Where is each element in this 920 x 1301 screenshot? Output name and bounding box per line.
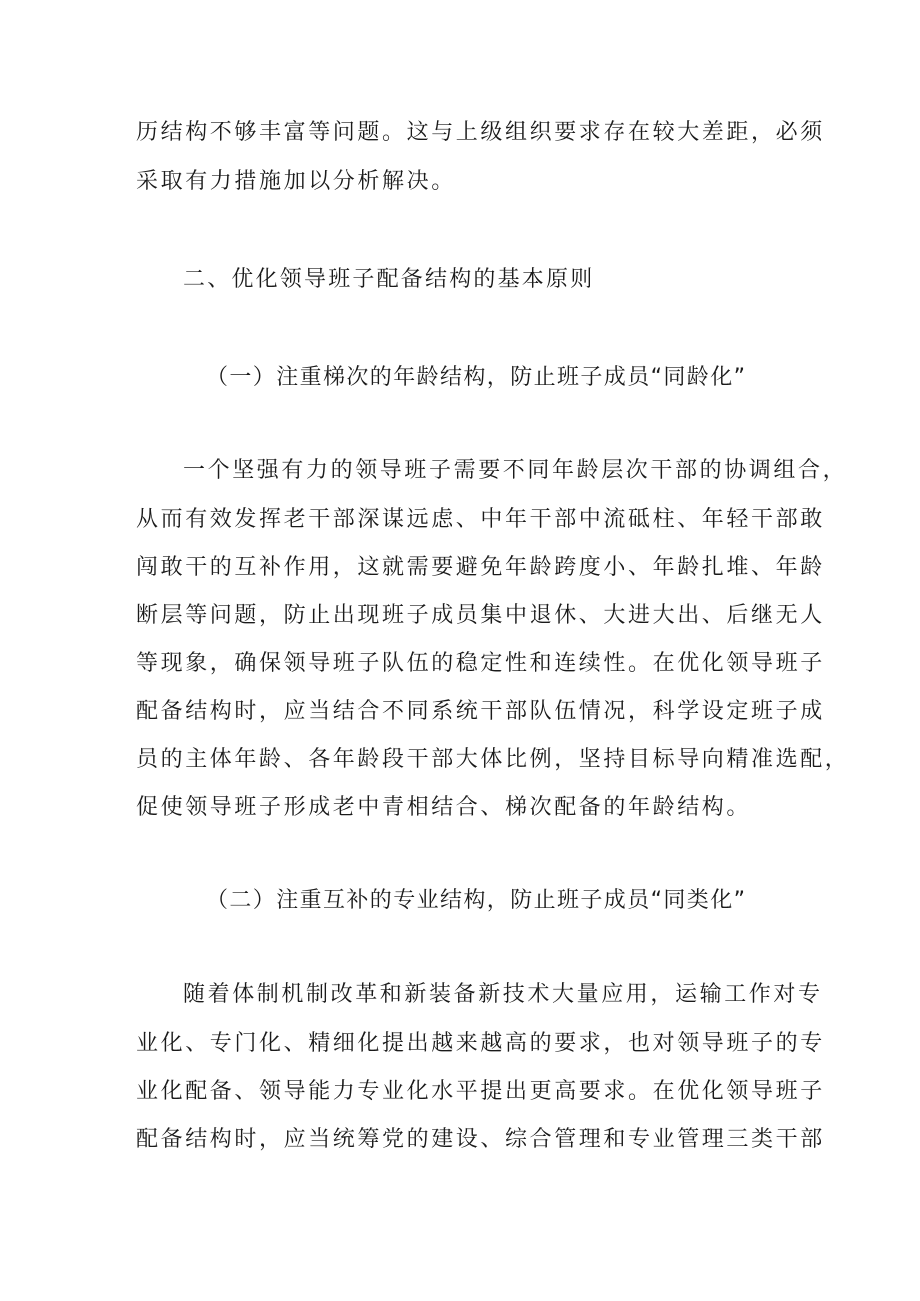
subsection-2-line-2: 业化、专门化、精细化提出越来越高的要求，也对领导班子的专 <box>136 1031 825 1056</box>
subsection-2-line-1: 随着体制机制改革和新装备新技术大量应用，运输工作对专 <box>183 982 823 1007</box>
subsection-1-line-8: 促使领导班子形成老中青相结合、梯次配备的年龄结构。 <box>136 795 752 820</box>
intro-line-2: 采取有力措施加以分析解决。 <box>136 169 456 194</box>
subsection-1-line-2: 从而有效发挥老干部深谋远虑、中年干部中流砥柱、年轻干部敢 <box>136 507 825 532</box>
subsection-1-line-6: 配备结构时，应当结合不同系统干部队伍情况，科学设定班子成 <box>136 699 825 724</box>
subsection-2-line-4: 配备结构时，应当统筹党的建设、综合管理和专业管理三类干部 <box>136 1127 825 1152</box>
subsection-1-title: （一）注重梯次的年龄结构，防止班子成员“同龄化” <box>206 365 747 390</box>
subsection-2-title: （二）注重互补的专业结构，防止班子成员“同类化” <box>206 888 747 913</box>
subsection-2-line-3: 业化配备、领导能力专业化水平提出更高要求。在优化领导班子 <box>136 1079 825 1104</box>
section-title: 二、优化领导班子配备结构的基本原则 <box>183 267 595 292</box>
subsection-1-line-4: 断层等问题，防止出现班子成员集中退休、大进大出、后继无人 <box>136 603 825 628</box>
intro-line-1: 历结构不够丰富等问题。这与上级组织要求存在较大差距，必须 <box>136 120 825 145</box>
subsection-1-line-1: 一个坚强有力的领导班子需要不同年龄层次干部的协调组合， <box>183 458 848 483</box>
subsection-1-line-5: 等现象，确保领导班子队伍的稳定性和连续性。在优化领导班子 <box>136 651 825 676</box>
subsection-1-line-3: 闯敢干的互补作用，这就需要避免年龄跨度小、年龄扎堆、年龄 <box>136 555 825 580</box>
subsection-1-line-7: 员的主体年龄、各年龄段干部大体比例，坚持目标导向精准选配， <box>136 747 850 772</box>
